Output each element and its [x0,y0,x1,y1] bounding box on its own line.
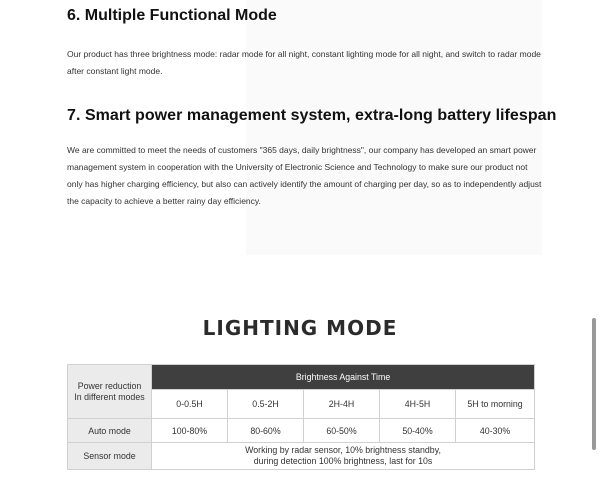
brightness-group-header: Brightness Against Time [152,365,535,390]
time-range-cell: 0.5-2H [228,390,304,419]
auto-mode-value: 50-40% [380,419,456,443]
sensor-mode-description [152,443,535,470]
section-heading: 6. Multiple Functional Mode [67,7,277,24]
auto-mode-label: Auto mode [68,419,152,443]
auto-mode-value: 40-30% [456,419,535,443]
lighting-mode-table [67,364,535,470]
auto-mode-value: 100-80% [152,419,228,443]
section-body: We are committed to meet the needs of customers "365 days, daily brightness", our company has developed an smart power management system in cooperation with the University of Electronic Science and Technology to make sure our product not only has higher charging efficiency, but also can actively identify the amount of charging per day, so as to independently adjust the capacity to achieve a better rainy day efficiency. [67,145,542,206]
sensor-mode-label: Sensor mode [68,443,152,470]
corner-header-cell [68,365,152,419]
corner-label-line1: Power reduction [77,380,142,391]
time-range-cell: 4H-5H [380,390,456,419]
time-range-cell: 0-0.5H [152,390,228,419]
section-functional-mode [67,6,542,80]
corner-label-line2: In different modes [74,391,145,402]
section-body: Our product has three brightness mode: radar mode for all night, constant lighting mode for all night, and switch to radar mode after constant light mode. [67,49,541,76]
time-range-cell: 5H to morning [456,390,535,419]
auto-mode-value: 60-50% [304,419,380,443]
sensor-mode-line2: during detection 100% brightness, last for 10s [253,456,433,466]
lighting-mode-title: LIGHTING MODE [202,316,398,340]
auto-mode-row [68,419,535,443]
section-heading: 7. Smart power management system, extra-long battery lifespan [67,107,557,124]
time-range-cell: 2H-4H [304,390,380,419]
vertical-scrollbar[interactable] [592,318,596,450]
sensor-mode-row [68,443,535,470]
section-power-management [67,106,557,210]
auto-mode-value: 80-60% [228,419,304,443]
sensor-mode-line1: Working by radar sensor, 10% brightness standby, [245,445,441,455]
